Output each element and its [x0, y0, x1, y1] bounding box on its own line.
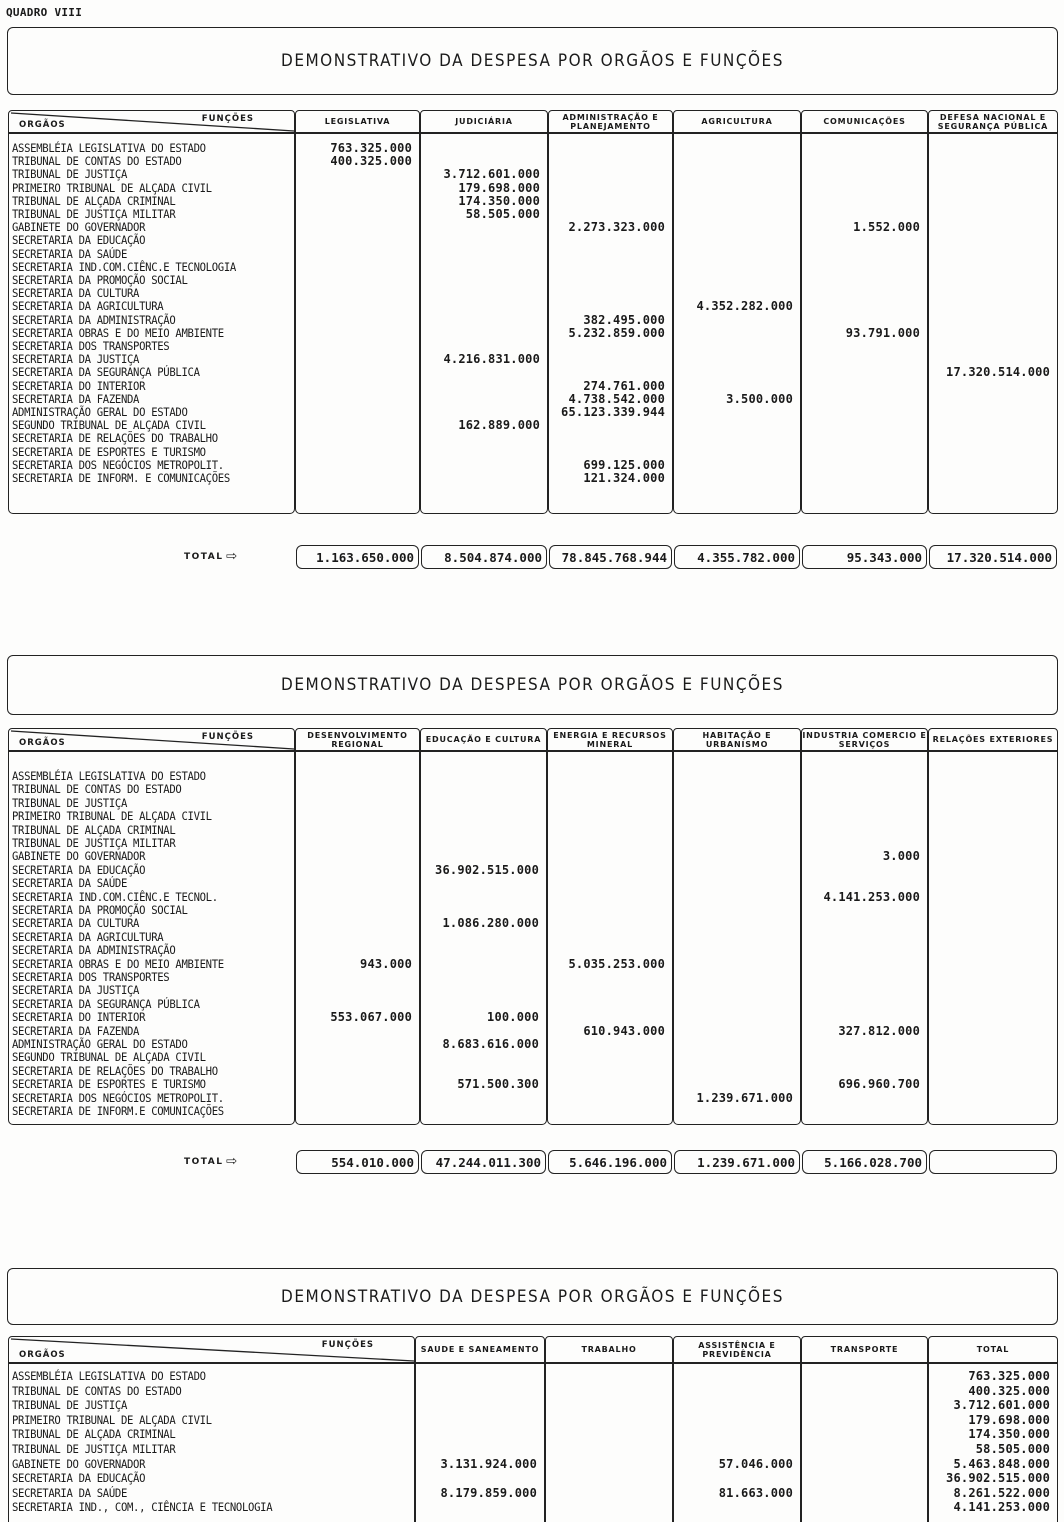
- row-label: TRIBUNAL DE JUSTIÇA MILITAR: [12, 836, 176, 850]
- column-header: EDUCAÇÃO E CULTURA: [420, 728, 547, 751]
- row-label: TRIBUNAL DE CONTAS DO ESTADO: [12, 782, 182, 797]
- row-value: 121.324.000: [583, 471, 665, 485]
- column-body: [673, 133, 801, 514]
- row-label: SECRETARIA DA PROMOÇÃO SOCIAL: [12, 903, 188, 917]
- row-label: TRIBUNAL DE JUSTIÇA: [12, 795, 128, 810]
- column-header: JUDICIÁRIA: [420, 110, 548, 133]
- row-value: 696.960.700: [838, 1077, 920, 1092]
- row-value: 4.141.253.000: [823, 889, 920, 904]
- row-value: 327.812.000: [838, 1023, 920, 1038]
- row-label: TRIBUNAL DE ALÇADA CRIMINAL: [12, 1427, 176, 1442]
- column-header: TRANSPORTE: [801, 1336, 928, 1363]
- row-label: SEGUNDO TRIBUNAL DE ALÇADA CIVIL: [12, 1050, 206, 1065]
- row-label: SECRETARIA DA SAÚDE: [12, 876, 128, 891]
- row-value: 65.123.339.944: [561, 405, 665, 419]
- total-arrow-icon: ⇨: [226, 545, 237, 566]
- row-label: ASSEMBLÉIA LEGISLATIVA DO ESTADO: [12, 141, 206, 155]
- column-header: HABITAÇÃO E URBANISMO: [673, 728, 801, 751]
- row-label: SECRETARIA DE RELAÇÕES DO TRABALHO: [12, 431, 218, 446]
- row-value: 162.889.000: [458, 418, 540, 433]
- header-corner: [8, 728, 295, 751]
- row-label: SECRETARIA DA AGRICULTURA: [12, 299, 164, 314]
- column-header: ADMINISTRAÇÃO E PLANEJAMENTO: [548, 110, 673, 133]
- column-header: ENERGIA E RECURSOS MINERAL: [547, 728, 673, 751]
- header-functions-label: FUNÇÕES: [201, 732, 254, 742]
- row-label: TRIBUNAL DE JUSTIÇA MILITAR: [12, 207, 176, 221]
- row-value: 36.902.515.000: [946, 1471, 1050, 1486]
- column-header: AGRICULTURA: [673, 110, 801, 133]
- column-header: DESENVOLVIMENTO REGIONAL: [295, 728, 420, 751]
- total-value: 8.504.874.000: [421, 545, 547, 569]
- row-label: PRIMEIRO TRIBUNAL DE ALÇADA CIVIL: [12, 180, 212, 195]
- header-functions-label: FUNÇÕES: [321, 1340, 374, 1350]
- row-value: 4.216.831.000: [443, 352, 540, 367]
- column-body: [928, 133, 1058, 514]
- row-label: SECRETARIA DE RELAÇÕES DO TRABALHO: [12, 1063, 218, 1078]
- row-label: SECRETARIA DA JUSTIÇA: [12, 352, 140, 367]
- row-value: 274.761.000: [583, 378, 665, 393]
- row-value: 8.179.859.000: [440, 1485, 537, 1500]
- table-title: DEMONSTRATIVO DA DESPESA POR ORGÃOS E FUNÇÕES: [7, 27, 1058, 95]
- row-label: TRIBUNAL DE ALÇADA CRIMINAL: [12, 822, 176, 837]
- row-label: SECRETARIA DO INTERIOR: [12, 1010, 146, 1025]
- total-value: 4.355.782.000: [674, 545, 800, 569]
- row-label: SECRETARIA DA ADMINISTRAÇÃO: [12, 943, 176, 958]
- column-body: [801, 133, 928, 514]
- header-corner: [8, 110, 295, 133]
- row-value: 699.125.000: [583, 457, 665, 472]
- total-label: TOTAL: [184, 552, 224, 562]
- row-label: SECRETARIA DA SAÚDE: [12, 246, 128, 261]
- row-label: SECRETARIA IND.COM.CIÊNC.E TECNOL.: [12, 889, 218, 904]
- row-label: SECRETARIA DA ADMINISTRAÇÃO: [12, 312, 176, 327]
- row-value: 57.046.000: [718, 1456, 793, 1471]
- row-value: 4.738.542.000: [568, 391, 665, 406]
- row-label: SECRETARIA DA AGRICULTURA: [12, 929, 164, 944]
- row-value: 36.902.515.000: [435, 862, 539, 877]
- total-label: TOTAL: [184, 1157, 224, 1167]
- column-body: [801, 1363, 928, 1522]
- row-value: 5.035.253.000: [568, 956, 665, 971]
- column-body: [545, 1363, 673, 1522]
- column-header: INDUSTRIA COMERCIO E SERVIÇOS: [801, 728, 928, 751]
- column-header: ASSISTÊNCIA E PREVIDÊNCIA: [673, 1336, 801, 1363]
- row-label: SECRETARIA DA CULTURA: [12, 286, 140, 301]
- column-header: TRABALHO: [545, 1336, 673, 1363]
- row-label: TRIBUNAL DE JUSTIÇA MILITAR: [12, 1442, 176, 1456]
- row-label: SECRETARIA DA PROMOÇÃO SOCIAL: [12, 273, 188, 287]
- table-title: DEMONSTRATIVO DA DESPESA POR ORGÃOS E FUNÇÕES: [7, 1268, 1058, 1325]
- row-label: SECRETARIA DA SEGURANÇA PÚBLICA: [12, 365, 200, 380]
- row-value: 3.000: [882, 849, 920, 864]
- header-functions-label: FUNÇÕES: [201, 114, 254, 124]
- row-label: GABINETE DO GOVERNADOR: [12, 849, 146, 864]
- row-label: PRIMEIRO TRIBUNAL DE ALÇADA CIVIL: [12, 1412, 212, 1427]
- row-value: 5.463.848.000: [953, 1456, 1050, 1471]
- row-label: SECRETARIA DE ESPORTES E TURISMO: [12, 1077, 206, 1092]
- row-label: SECRETARIA DOS NEGÓCIOS METROPOLIT.: [12, 1090, 224, 1105]
- column-header: DEFESA NACIONAL E SEGURANÇA PÚBLICA: [928, 110, 1058, 133]
- row-value: 8.683.616.000: [442, 1037, 539, 1051]
- column-header: RELAÇÕES EXTERIORES: [928, 728, 1058, 751]
- row-value: 4.352.282.000: [696, 299, 793, 314]
- row-label: SECRETARIA DA JUSTIÇA: [12, 983, 140, 998]
- row-label: PRIMEIRO TRIBUNAL DE ALÇADA CIVIL: [12, 809, 212, 824]
- total-arrow-icon: ⇨: [226, 1150, 237, 1171]
- row-label: SECRETARIA DE INFORM.E COMUNICAÇÕES: [12, 1104, 224, 1118]
- row-value: 8.261.522.000: [953, 1485, 1050, 1500]
- total-value: 78.845.768.944: [549, 545, 672, 569]
- row-value: 3.712.601.000: [953, 1398, 1050, 1413]
- row-label: SECRETARIA DA FAZENDA: [12, 1023, 140, 1038]
- row-label: TRIBUNAL DE ALÇADA CRIMINAL: [12, 193, 176, 208]
- row-label: SECRETARIA IND., COM., CIÊNCIA E TECNOLOGIA: [12, 1500, 273, 1515]
- column-body: [547, 751, 673, 1125]
- row-label: SECRETARIA DO INTERIOR: [12, 378, 146, 393]
- header-corner: [8, 1336, 415, 1363]
- column-body: [801, 751, 928, 1125]
- row-value: 58.505.000: [975, 1442, 1050, 1456]
- column-body: [420, 751, 547, 1125]
- row-value: 4.141.253.000: [953, 1500, 1050, 1515]
- column-body: [295, 751, 420, 1125]
- table-title: DEMONSTRATIVO DA DESPESA POR ORGÃOS E FUNÇÕES: [7, 655, 1058, 715]
- row-value: 1.086.280.000: [442, 916, 539, 931]
- row-label: SECRETARIA DA CULTURA: [12, 916, 140, 931]
- row-value: 58.505.000: [465, 207, 540, 221]
- row-label: SECRETARIA DA EDUCAÇÃO: [12, 862, 146, 877]
- row-value: 174.350.000: [968, 1427, 1050, 1442]
- row-label: SECRETARIA DOS TRANSPORTES: [12, 970, 170, 984]
- row-value: 763.325.000: [968, 1369, 1050, 1383]
- column-body: [928, 751, 1058, 1125]
- row-label: SECRETARIA DA SEGURANÇA PÚBLICA: [12, 996, 200, 1011]
- row-value: 179.698.000: [968, 1412, 1050, 1427]
- row-label: SECRETARIA DA SAÚDE: [12, 1485, 128, 1500]
- header-organs-label: ORGÃOS: [19, 120, 66, 130]
- row-label: SEGUNDO TRIBUNAL DE ALÇADA CIVIL: [12, 418, 206, 433]
- row-value: 93.791.000: [845, 325, 920, 340]
- row-value: 382.495.000: [583, 312, 665, 327]
- row-value: 553.067.000: [330, 1010, 412, 1025]
- row-label: ASSEMBLÉIA LEGISLATIVA DO ESTADO: [12, 1369, 206, 1383]
- row-label: SECRETARIA DE ESPORTES E TURISMO: [12, 444, 206, 459]
- row-label: ADMINISTRAÇÃO GERAL DO ESTADO: [12, 405, 188, 419]
- row-label: SECRETARIA DOS NEGÓCIOS METROPOLIT.: [12, 457, 224, 472]
- row-label: ADMINISTRAÇÃO GERAL DO ESTADO: [12, 1037, 188, 1051]
- total-value: [929, 1150, 1057, 1174]
- row-label: GABINETE DO GOVERNADOR: [12, 220, 146, 235]
- column-body: [295, 133, 420, 514]
- column-header: LEGISLATIVA: [295, 110, 420, 133]
- row-value: 3.131.924.000: [440, 1456, 537, 1471]
- row-value: 400.325.000: [968, 1383, 1050, 1398]
- row-value: 400.325.000: [330, 154, 412, 169]
- row-value: 1.239.671.000: [696, 1090, 793, 1105]
- row-value: 610.943.000: [583, 1023, 665, 1038]
- row-value: 943.000: [360, 956, 412, 971]
- total-value: 1.239.671.000: [674, 1150, 800, 1174]
- row-value: 81.663.000: [718, 1485, 793, 1500]
- row-label: TRIBUNAL DE JUSTIÇA: [12, 167, 128, 182]
- row-label: TRIBUNAL DE JUSTIÇA: [12, 1398, 128, 1413]
- row-value: 1.552.000: [853, 220, 920, 235]
- row-value: 571.500.300: [457, 1077, 539, 1092]
- row-value: 3.500.000: [726, 391, 793, 406]
- row-value: 179.698.000: [458, 180, 540, 195]
- total-value: 17.320.514.000: [929, 545, 1057, 569]
- total-value: 1.163.650.000: [296, 545, 419, 569]
- row-label: SECRETARIA DOS TRANSPORTES: [12, 339, 170, 353]
- row-label: SECRETARIA IND.COM.CIÊNC.E TECNOLOGIA: [12, 259, 236, 274]
- row-label: SECRETARIA OBRAS E DO MEIO AMBIENTE: [12, 325, 224, 340]
- column-header: TOTAL: [928, 1336, 1058, 1363]
- total-value: 95.343.000: [802, 545, 927, 569]
- total-value: 5.646.196.000: [548, 1150, 672, 1174]
- total-value: 5.166.028.700: [802, 1150, 927, 1174]
- row-label: GABINETE DO GOVERNADOR: [12, 1456, 146, 1471]
- row-label: SECRETARIA DA EDUCAÇÃO: [12, 233, 146, 248]
- row-label: SECRETARIA DA EDUCAÇÃO: [12, 1471, 146, 1486]
- row-label: TRIBUNAL DE CONTAS DO ESTADO: [12, 1383, 182, 1398]
- row-label: SECRETARIA DA FAZENDA: [12, 391, 140, 406]
- column-header: SAUDE E SANEAMENTO: [415, 1336, 545, 1363]
- header-organs-label: ORGÃOS: [19, 1350, 66, 1360]
- column-header: COMUNICAÇÕES: [801, 110, 928, 133]
- row-value: 17.320.514.000: [946, 365, 1050, 380]
- header-organs-label: ORGÃOS: [19, 738, 66, 748]
- row-value: 174.350.000: [458, 193, 540, 208]
- row-value: 100.000: [487, 1010, 539, 1025]
- row-value: 763.325.000: [330, 141, 412, 155]
- row-value: 2.273.323.000: [568, 220, 665, 235]
- document-label: QUADRO VIII: [6, 6, 83, 19]
- total-value: 47.244.011.300: [421, 1150, 546, 1174]
- row-label: SECRETARIA OBRAS E DO MEIO AMBIENTE: [12, 956, 224, 971]
- row-label: TRIBUNAL DE CONTAS DO ESTADO: [12, 154, 182, 169]
- row-label: ASSEMBLÉIA LEGISLATIVA DO ESTADO: [12, 769, 206, 783]
- row-label: SECRETARIA DE INFORM. E COMUNICAÇÕES: [12, 471, 230, 485]
- total-value: 554.010.000: [296, 1150, 419, 1174]
- row-value: 5.232.859.000: [568, 325, 665, 340]
- row-value: 3.712.601.000: [443, 167, 540, 182]
- column-body: [673, 751, 801, 1125]
